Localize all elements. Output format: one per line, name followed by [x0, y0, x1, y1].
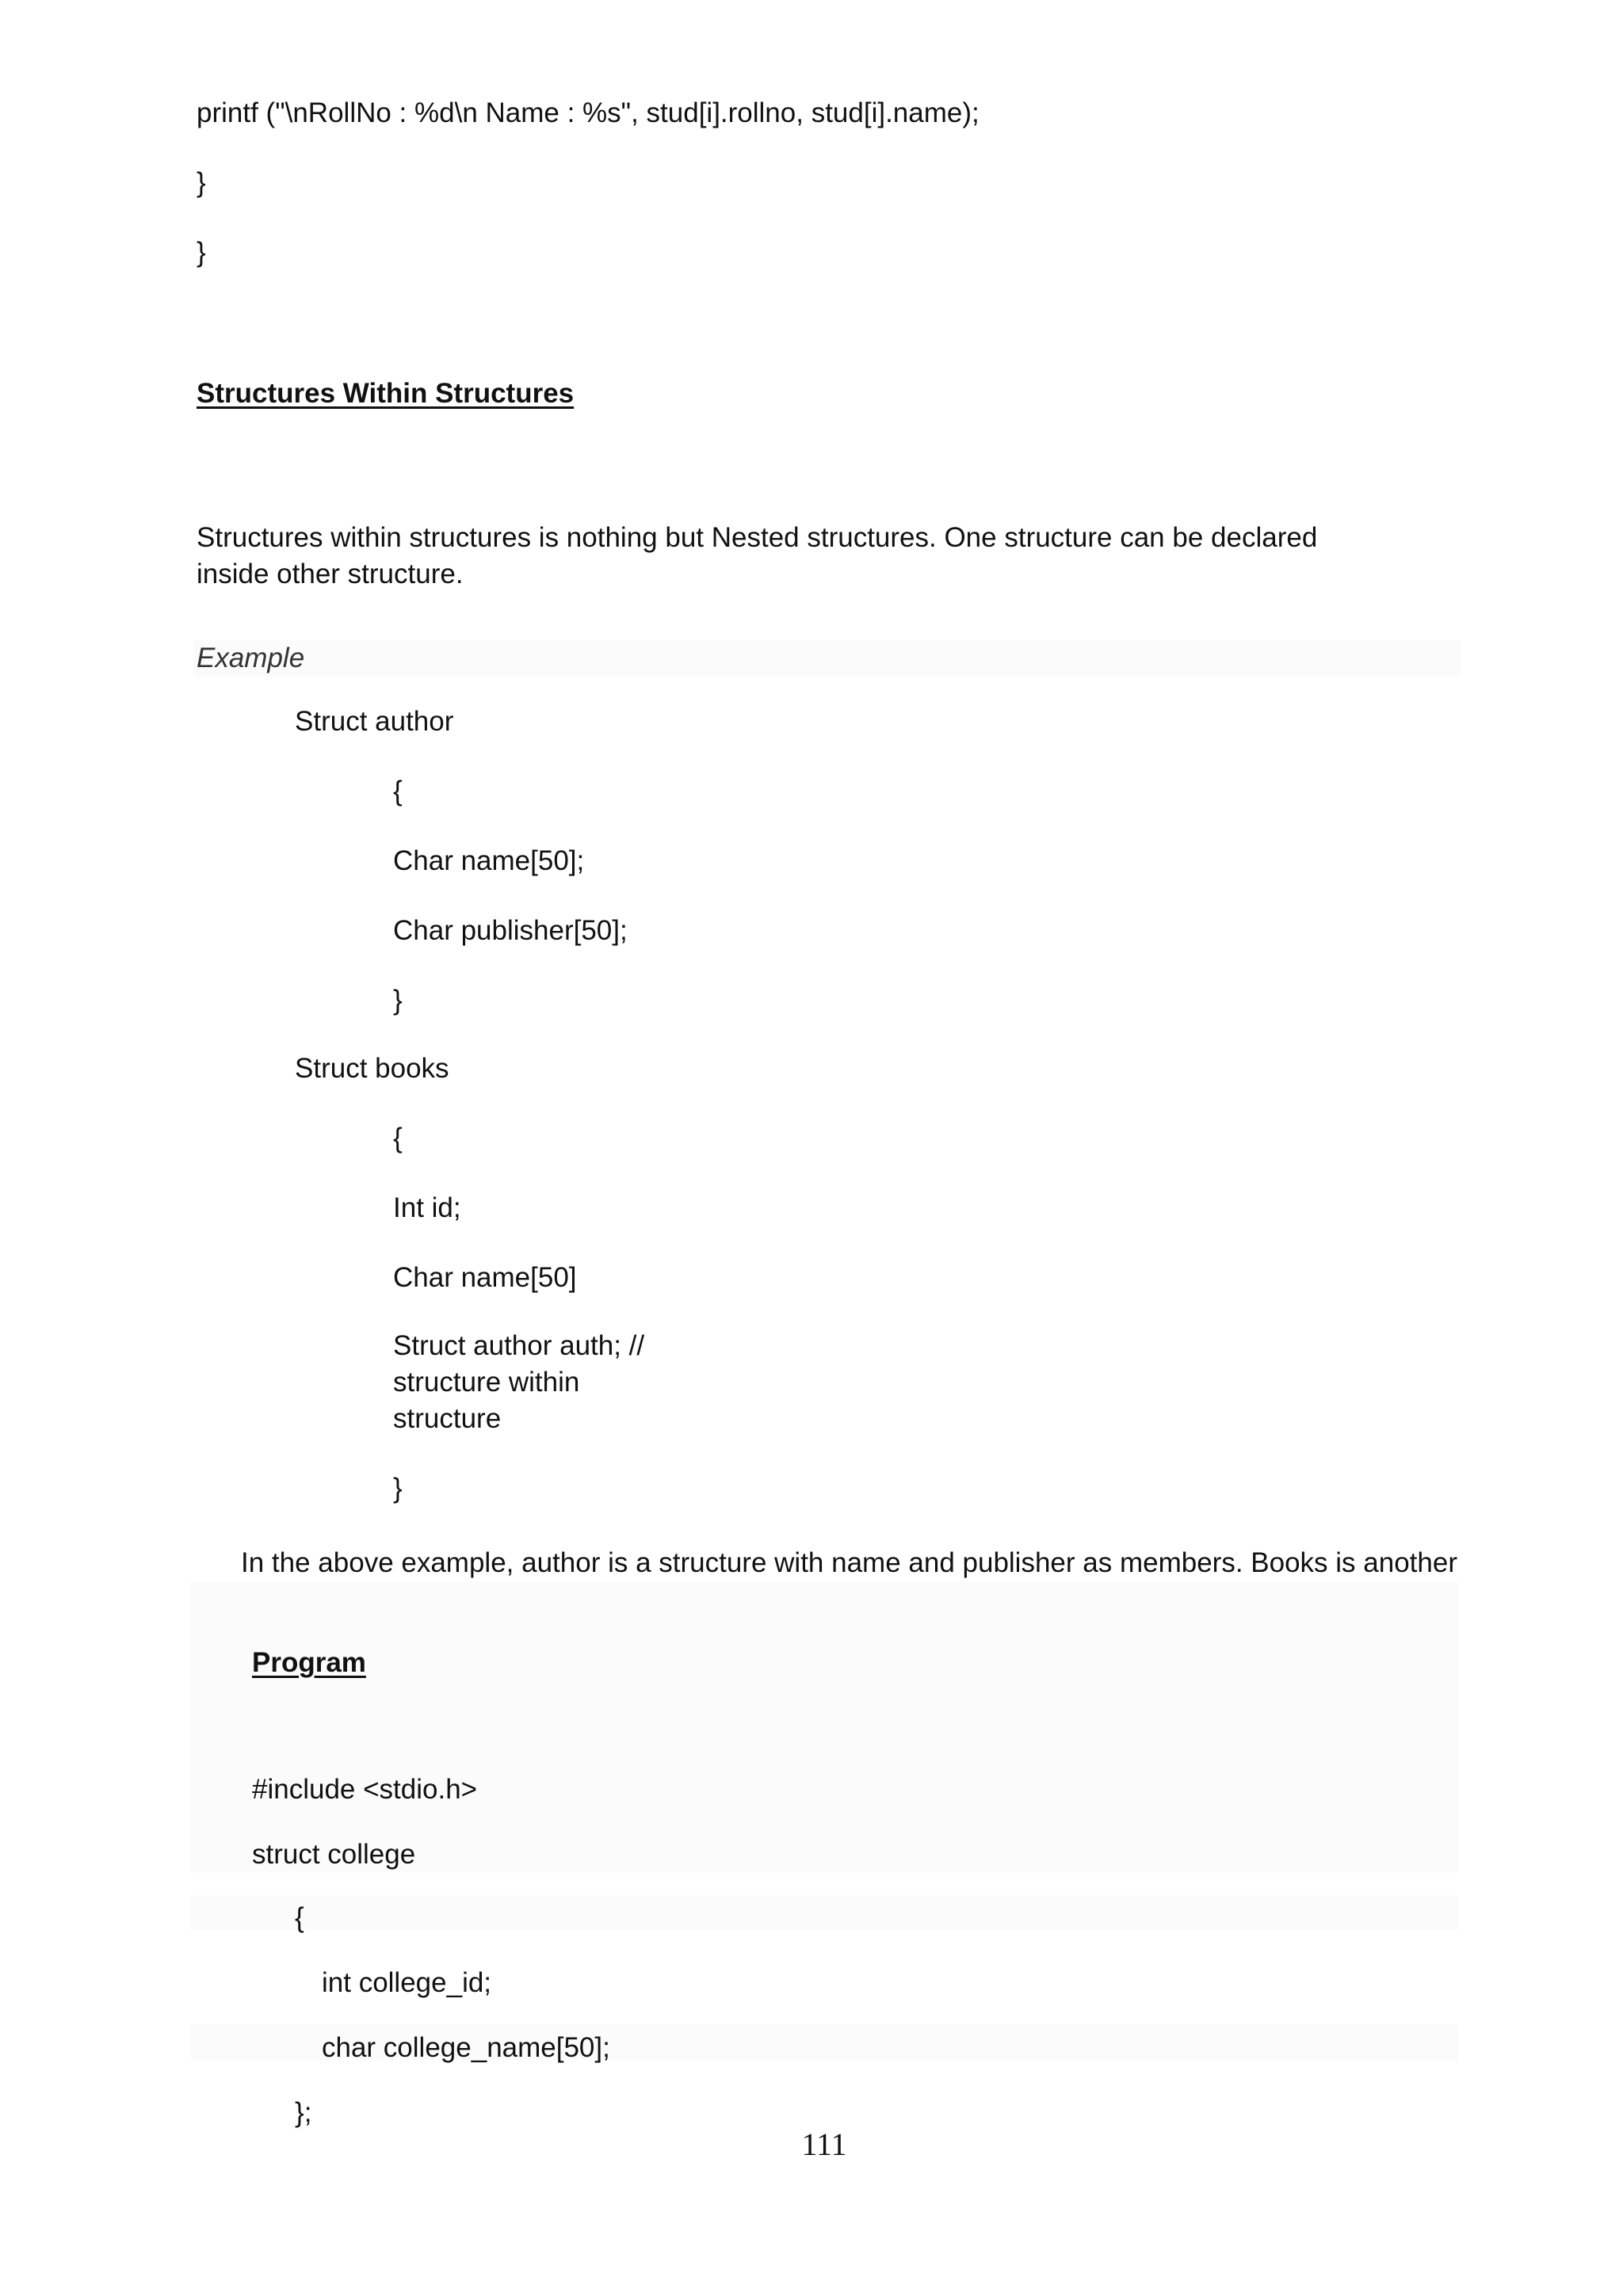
- program-block-shade: [190, 1581, 1458, 1873]
- code-line-open-brace: {: [393, 1123, 403, 1154]
- program-block-shade: [190, 1895, 1458, 1930]
- explanation-text: In the above example, author is a structure with name and publisher as members. Books is another: [241, 1547, 1457, 1578]
- code-line-struct-books: Struct books: [295, 1053, 449, 1084]
- code-line-brace-close: }: [197, 167, 206, 198]
- code-line-college-id: int college_id;: [322, 1967, 492, 1998]
- code-line-books-name: Char name[50]: [393, 1262, 577, 1293]
- example-label: Example: [197, 643, 305, 673]
- code-line-author-name: Char name[50];: [393, 845, 585, 876]
- code-line-printf: printf ("\nRollNo : %d\n Name : %s", stud[i].rollno, stud[i].name);: [197, 97, 980, 128]
- code-line-college-name: char college_name[50];: [322, 2032, 610, 2063]
- code-line-open-brace: {: [295, 1902, 304, 1933]
- section-heading: Structures Within Structures: [197, 378, 575, 409]
- section-paragraph: Structures within structures is nothing but Nested structures. One structure can be declared inside other structure.: [197, 522, 1318, 589]
- code-line-brace-close: }: [197, 237, 206, 268]
- code-line-close-brace: }: [393, 1473, 403, 1504]
- code-line-struct-college: struct college: [252, 1839, 416, 1870]
- code-line-author-publisher: Char publisher[50];: [393, 915, 628, 946]
- example-label-shade: [193, 640, 1461, 677]
- program-heading: Program: [252, 1647, 366, 1678]
- code-line-books-id: Int id;: [393, 1192, 461, 1223]
- code-line-books-auth: Struct author auth; // structure within structure: [393, 1330, 645, 1434]
- code-line-close-brace: }: [393, 985, 403, 1016]
- code-line-include: #include <stdio.h>: [252, 1774, 478, 1805]
- code-line-struct-author: Struct author: [295, 706, 454, 737]
- page-number: 111: [801, 2126, 847, 2162]
- code-line-close-brace: };: [295, 2097, 312, 2128]
- code-line-open-brace: {: [393, 776, 403, 807]
